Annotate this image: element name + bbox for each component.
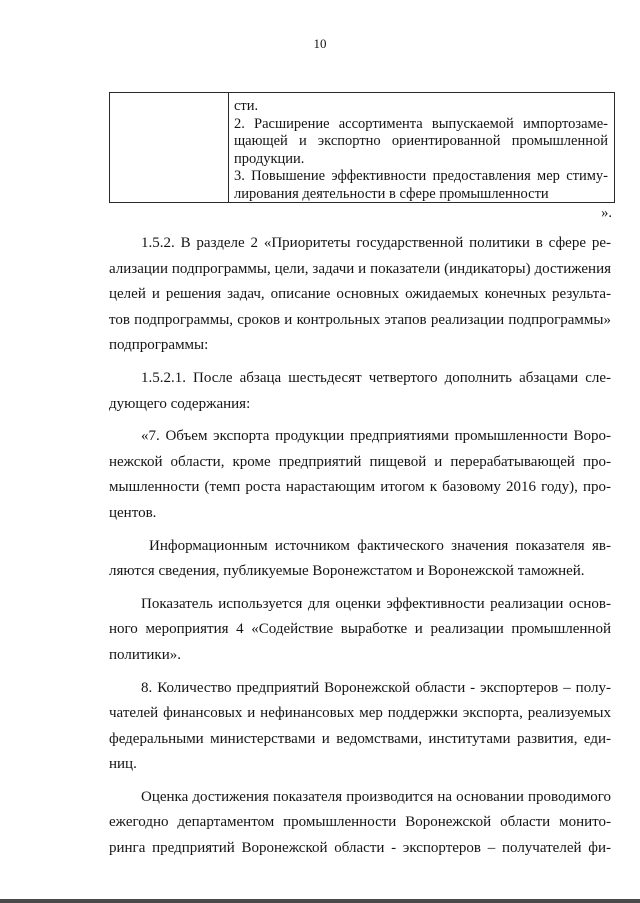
text-line: 8. Количество предприятий Воронежской области - экспортеров – полу- bbox=[141, 679, 611, 696]
table-line: щающей и экспортно ориентированной промышленной bbox=[234, 133, 608, 149]
paragraph-section-1-5-2 bbox=[109, 231, 611, 359]
table-line: сти. bbox=[234, 98, 259, 114]
text-line: 1.5.2.1. После абзаца шестьдесят четвертого дополнить абзацами сле- bbox=[141, 369, 611, 386]
text-line: подпрограммы: bbox=[109, 337, 209, 354]
text-line: ляются сведения, публикуемые Воронежстатом и Воронежской таможней. bbox=[109, 563, 585, 580]
paragraph-indicator-7 bbox=[109, 424, 611, 526]
text-line: центов. bbox=[109, 504, 157, 521]
paragraph-indicator-8 bbox=[109, 676, 611, 778]
text-line: Показатель используется для оценки эффективности реализации основ- bbox=[141, 595, 611, 612]
paragraph-info-source bbox=[109, 534, 611, 585]
paragraph-section-1-5-2-1 bbox=[109, 366, 611, 417]
text-line: ного мероприятия 4 «Содействие выработке и реализации промышленной bbox=[109, 621, 611, 638]
text-line: тов подпрограммы, сроков и контрольных этапов реализации подпрограммы» bbox=[109, 311, 611, 328]
text-line: ниц. bbox=[109, 756, 137, 773]
text-line: чателей финансовых и нефинансовых мер поддержки экспорта, реализуемых bbox=[109, 705, 611, 722]
text-line: целей и решения задач, описание основных ожидаемых конечных результа- bbox=[109, 286, 611, 303]
closing-quote: ». bbox=[601, 205, 612, 221]
text-line: нежской области, кроме предприятий пищевой и перерабатывающей про- bbox=[109, 453, 611, 470]
text-line: Информационным источником фактического значения показателя яв- bbox=[149, 537, 611, 554]
text-line: «7. Объем экспорта продукции предприятиями промышленности Воро- bbox=[141, 428, 611, 445]
table-right-cell bbox=[229, 93, 614, 202]
table-line: лирования деятельности в сфере промышленности bbox=[234, 185, 549, 202]
text-line: ализации подпрограммы, цели, задачи и показатели (индикаторы) достижения bbox=[109, 260, 611, 277]
paragraph-indicator-usage bbox=[109, 592, 611, 669]
text-line: 1.5.2. В разделе 2 «Приоритеты государственной политики в сфере ре- bbox=[141, 235, 611, 251]
table-line: 2. Расширение ассортимента выпускаемой импортозаме- bbox=[234, 115, 608, 132]
text-line: мышленности (темп роста нарастающим итогом к базовому 2016 году), про- bbox=[109, 479, 611, 496]
program-table bbox=[109, 92, 615, 203]
text-line: ринга предприятий Воронежской области - экспортеров – получателей фи- bbox=[109, 840, 611, 857]
table-left-cell bbox=[110, 93, 229, 202]
page-number: 10 bbox=[313, 36, 327, 51]
page-bottom-edge bbox=[0, 899, 640, 903]
table-line: 3. Повышение эффективности предоставления мер стиму- bbox=[234, 168, 608, 184]
paragraph-assessment bbox=[109, 785, 611, 862]
body-text bbox=[109, 231, 611, 862]
text-line: федеральными министерствами и ведомствами, институтами развития, еди- bbox=[109, 730, 611, 747]
text-line: Оценка достижения показателя производится на основании проводимого bbox=[141, 788, 611, 805]
text-line: дующего содержания: bbox=[109, 395, 251, 412]
text-line: ежегодно департаментом промышленности Воронежской области монито- bbox=[109, 814, 611, 831]
table-line: продукции. bbox=[234, 150, 305, 167]
text-line: политики». bbox=[109, 646, 181, 663]
